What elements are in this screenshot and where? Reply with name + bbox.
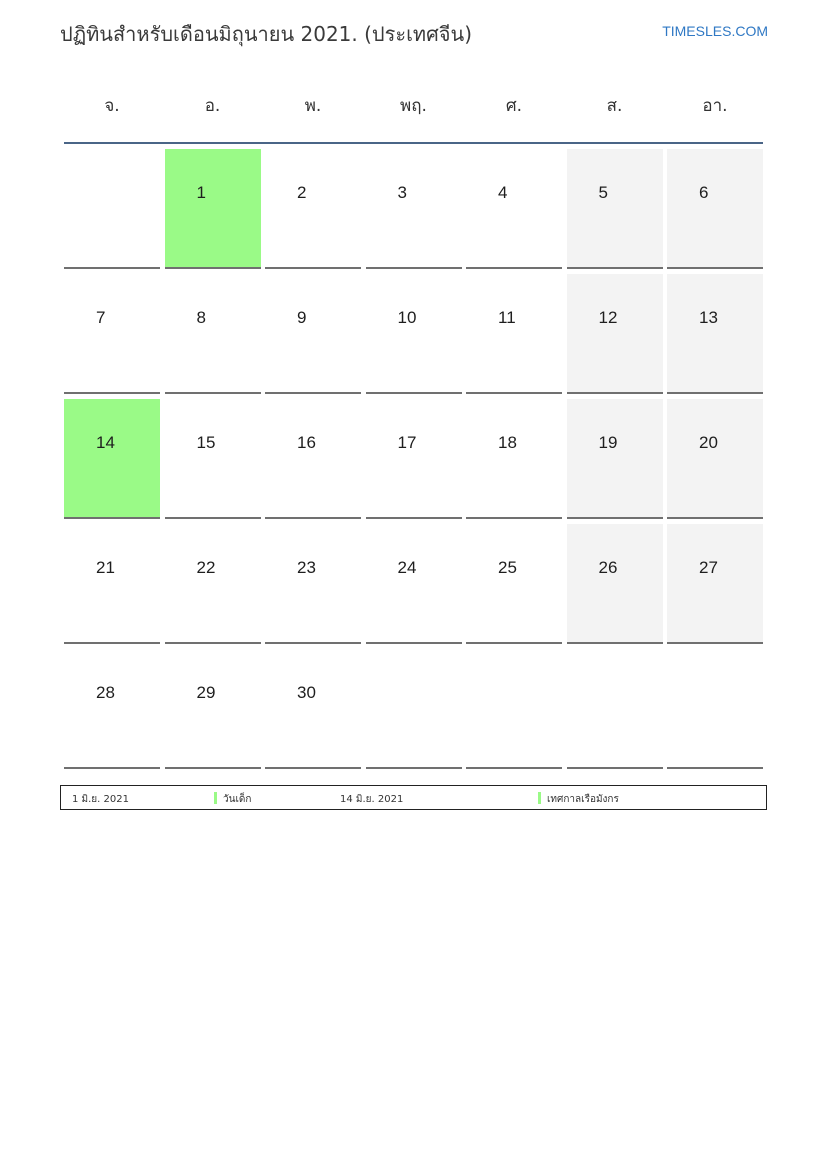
legend-color-marker xyxy=(214,792,217,804)
calendar-day-cell xyxy=(366,149,462,269)
legend-color-marker xyxy=(538,792,541,804)
day-number: 15 xyxy=(196,433,216,452)
day-number: 27 xyxy=(699,558,718,577)
day-number: 12 xyxy=(598,308,618,327)
calendar-cell-empty xyxy=(567,649,663,769)
day-number: 30 xyxy=(297,683,316,702)
legend-date: 1 มิ.ย. 2021 xyxy=(72,794,129,805)
day-number: 16 xyxy=(297,433,316,452)
calendar-day-cell xyxy=(265,399,361,519)
calendar-day-cell xyxy=(667,149,763,269)
calendar-day-cell xyxy=(466,149,562,269)
calendar-day-cell xyxy=(165,399,261,519)
calendar-day-cell xyxy=(165,274,261,394)
day-number: 26 xyxy=(598,558,618,577)
calendar-day-cell xyxy=(366,399,462,519)
day-number: 23 xyxy=(297,558,316,577)
calendar-day-cell xyxy=(265,274,361,394)
day-number: 3 xyxy=(397,183,407,202)
calendar-day-cell xyxy=(667,524,763,644)
calendar-day-cell xyxy=(567,399,663,519)
day-number: 18 xyxy=(498,433,517,452)
day-number: 11 xyxy=(498,308,516,327)
calendar-day-cell xyxy=(567,274,663,394)
day-number: 2 xyxy=(297,183,307,202)
legend-holiday-name: เทศกาลเรือมังกร xyxy=(547,794,619,805)
calendar-day-cell xyxy=(165,524,261,644)
day-number: 10 xyxy=(397,308,417,327)
calendar-day-cell xyxy=(567,524,663,644)
day-number: 21 xyxy=(96,558,115,577)
legend-date: 14 มิ.ย. 2021 xyxy=(340,794,404,805)
calendar-day-cell xyxy=(366,274,462,394)
calendar-day-cell xyxy=(265,649,361,769)
day-number: 24 xyxy=(397,558,417,577)
day-number: 25 xyxy=(498,558,517,577)
day-number: 19 xyxy=(598,433,618,452)
day-number: 17 xyxy=(397,433,417,452)
day-number: 8 xyxy=(196,308,206,327)
weekday-wed: พ. xyxy=(304,96,322,116)
holiday-legend xyxy=(60,785,767,810)
day-number: 6 xyxy=(699,183,709,202)
weekday-sun: อา. xyxy=(702,96,728,116)
calendar-day-cell xyxy=(466,524,562,644)
day-number: 1 xyxy=(196,183,206,202)
day-number: 5 xyxy=(598,183,608,202)
header-divider xyxy=(64,142,763,144)
calendar-cell-empty xyxy=(366,649,462,769)
day-number: 29 xyxy=(196,683,216,702)
calendar-day-cell xyxy=(466,399,562,519)
day-number: 22 xyxy=(196,558,216,577)
day-number: 7 xyxy=(96,308,106,327)
calendar-day-cell xyxy=(64,399,160,519)
calendar-day-cell xyxy=(265,524,361,644)
weekday-header xyxy=(64,92,763,118)
calendar-cell-empty xyxy=(466,649,562,769)
weekday-tue: อ. xyxy=(204,96,221,116)
page-title: ปฏิทินสำหรับเดือนมิถุนายน 2021. (ประเทศจีน) xyxy=(60,22,472,46)
calendar-day-cell xyxy=(165,649,261,769)
calendar-day-cell xyxy=(567,149,663,269)
weekday-sat: ส. xyxy=(606,96,623,116)
brand-link[interactable]: TIMESLES.COM xyxy=(662,23,768,39)
day-number: 4 xyxy=(498,183,508,202)
calendar-cell-empty xyxy=(64,149,160,269)
day-number: 20 xyxy=(699,433,718,452)
calendar-day-cell xyxy=(64,649,160,769)
calendar-day-cell xyxy=(64,274,160,394)
calendar-day-cell xyxy=(165,149,261,269)
calendar-day-cell xyxy=(64,524,160,644)
calendar-day-cell xyxy=(265,149,361,269)
calendar-day-cell xyxy=(667,274,763,394)
day-number: 28 xyxy=(96,683,115,702)
legend-holiday-name: วันเด็ก xyxy=(223,794,252,805)
calendar-cell-empty xyxy=(667,649,763,769)
day-number: 13 xyxy=(699,308,718,327)
day-number: 9 xyxy=(297,308,307,327)
calendar-day-cell xyxy=(466,274,562,394)
calendar-day-cell xyxy=(366,524,462,644)
day-number: 14 xyxy=(96,433,115,452)
weekday-fri: ศ. xyxy=(505,96,523,116)
calendar-day-cell xyxy=(667,399,763,519)
weekday-mon: จ. xyxy=(104,96,120,116)
weekday-thu: พฤ. xyxy=(400,96,427,116)
